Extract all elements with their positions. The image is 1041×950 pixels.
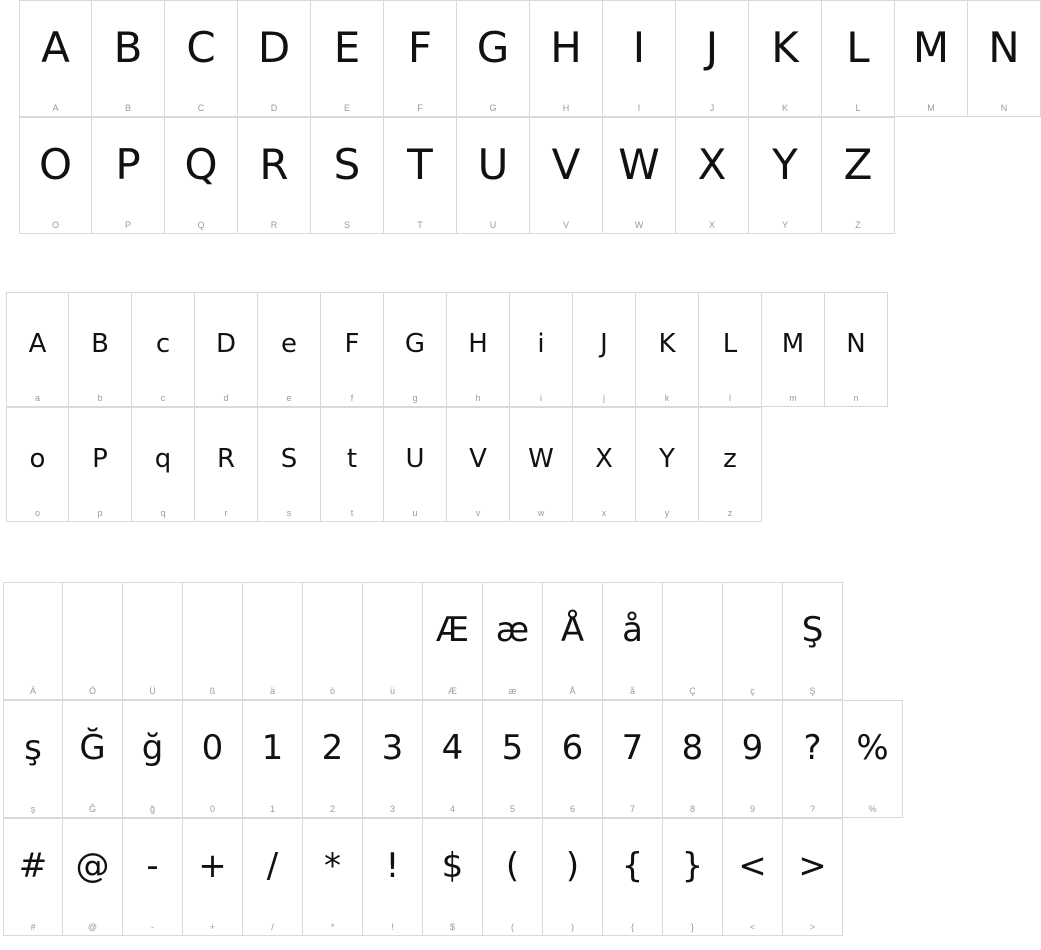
glyph-label: g [412,393,418,403]
glyph-label: ç [750,686,755,696]
glyph-label: # [30,922,36,932]
glyph-label: R [270,220,278,230]
glyph-cell-seven[interactable] [603,700,663,818]
glyph-large [303,583,362,613]
glyph-cell-scedilla[interactable] [3,700,63,818]
glyph-label: ä [269,686,275,696]
glyph-label: ( [511,922,514,932]
glyph-cell-e[interactable] [258,292,321,407]
glyph-cell-G[interactable] [457,0,530,117]
glyph-large: 9 [741,728,764,768]
glyph-label: H [562,103,570,113]
glyph-label: + [209,922,216,932]
glyph-label: Ö [88,686,96,696]
glyph-cell-f[interactable] [321,292,384,407]
glyph-cell-X[interactable] [676,117,749,234]
glyph-large: L [846,23,870,72]
glyph-large: T [407,140,433,189]
glyph-label: B [124,103,131,113]
glyph-cell-r[interactable] [195,407,258,522]
glyph-large [4,583,62,613]
glyph-large: B [113,23,143,72]
glyph-cell-numbersign[interactable] [3,818,63,936]
glyph-cell-gbreve[interactable] [123,700,183,818]
glyph-cell-x[interactable] [573,407,636,522]
glyph-label: E [343,103,350,113]
glyph-label: A [52,103,59,113]
glyph-label: X [708,220,715,230]
glyph-label: v [475,508,481,518]
glyph-label: z [727,508,733,518]
glyph-label: I [637,103,641,113]
glyph-cell-o[interactable] [6,407,69,522]
glyph-label: U [489,220,497,230]
glyph-label: Å [569,686,576,696]
glyph-cell-Adieresis[interactable] [3,582,63,700]
glyph-label: Ä [29,686,36,696]
glyph-large: N [988,23,1020,72]
glyph-label: Ç [689,686,696,696]
glyph-cell-W[interactable] [603,117,676,234]
glyph-large: F [344,329,360,359]
glyph-cell-ae[interactable] [483,582,543,700]
glyph-large: R [216,444,236,474]
glyph-cell-exclam[interactable] [363,818,423,936]
glyph-cell-Scedilla[interactable] [783,582,843,700]
glyph-large: o [29,444,46,474]
glyph-large: Æ [435,610,470,650]
glyph-large: H [550,23,582,72]
glyph-large: U [477,140,509,189]
glyph-cell-j[interactable] [573,292,636,407]
glyph-large: U [405,444,425,474]
glyph-cell-Z[interactable] [822,117,895,234]
glyph-label: æ [508,686,517,696]
glyph-label: w [537,508,545,518]
glyph-label: 9 [749,804,755,814]
glyph-cell-U[interactable] [457,117,530,234]
glyph-cell-n[interactable] [825,292,888,407]
glyph-cell-hyphen[interactable] [123,818,183,936]
glyph-cell-less[interactable] [723,818,783,936]
glyph-cell-asterisk[interactable] [303,818,363,936]
glyph-cell-N[interactable] [968,0,1041,117]
glyph-large: C [186,23,216,72]
glyph-label: ? [809,804,815,814]
glyph-label: k [664,393,670,403]
glyph-label: K [781,103,788,113]
glyph-label: Z [855,220,861,230]
glyph-cell-Y[interactable] [749,117,822,234]
glyph-large: t [346,444,358,474]
glyph-large: 6 [561,728,584,768]
glyph-label: D [270,103,278,113]
glyph-cell-question[interactable] [783,700,843,818]
glyph-cell-Ccedilla[interactable] [663,582,723,700]
glyph-cell-O[interactable] [19,117,92,234]
glyph-row-upper-2 [19,117,1041,234]
glyph-large: ! [385,846,400,886]
glyph-large: 3 [381,728,404,768]
glyph-cell-T[interactable] [384,117,457,234]
glyph-row-extra-2 [3,700,903,818]
glyph-label: C [197,103,205,113]
glyph-large: > [798,846,827,886]
glyph-large: P [115,140,141,189]
glyph-cell-B[interactable] [92,0,165,117]
glyph-large: H [468,329,488,359]
glyph-cell-five[interactable] [483,700,543,818]
glyph-cell-four[interactable] [423,700,483,818]
glyph-large: I [632,23,646,72]
glyph-large: O [38,140,73,189]
glyph-cell-P[interactable] [92,117,165,234]
glyph-cell-b[interactable] [69,292,132,407]
glyph-cell-slash[interactable] [243,818,303,936]
glyph-large: A [28,329,47,359]
glyph-large: X [697,140,727,189]
glyph-cell-H[interactable] [530,0,603,117]
glyph-large: S [333,140,361,189]
glyph-large: K [658,329,676,359]
glyph-label: @ [87,922,98,932]
glyph-large: ( [505,846,520,886]
glyph-large: # [18,846,48,886]
glyph-label: M [927,103,935,113]
glyph-large: M [781,329,805,359]
glyph-label: * [330,922,335,932]
glyph-label: ş [30,804,36,814]
glyph-large: i [537,329,545,359]
glyph-large: Z [843,140,873,189]
glyph-label: 4 [449,804,455,814]
glyph-cell-i[interactable] [510,292,573,407]
glyph-label: 7 [629,804,635,814]
glyph-label: b [97,393,103,403]
glyph-label: Y [781,220,788,230]
glyph-label: ü [389,686,395,696]
glyph-cell-C[interactable] [165,0,238,117]
glyph-label: } [690,922,694,932]
glyph-label: 1 [269,804,275,814]
glyph-label: 2 [329,804,335,814]
glyph-large: ş [24,728,42,768]
glyph-large: / [266,846,279,886]
glyph-label: W [634,220,644,230]
glyph-cell-Q[interactable] [165,117,238,234]
glyph-label: Ş [809,686,816,696]
glyph-label: 8 [689,804,695,814]
glyph-label: p [97,508,103,518]
glyph-cell-AE[interactable] [423,582,483,700]
glyph-large: ğ [141,728,164,768]
glyph-large: F [407,23,433,72]
glyph-block-lowercase [6,292,888,522]
glyph-cell-g[interactable] [384,292,447,407]
glyph-large: D [215,329,237,359]
glyph-large [243,583,302,613]
glyph-cell-one[interactable] [243,700,303,818]
glyph-cell-eight[interactable] [663,700,723,818]
glyph-cell-k[interactable] [636,292,699,407]
glyph-large: 5 [501,728,524,768]
glyph-large: E [333,23,361,72]
glyph-label: V [562,220,569,230]
glyph-large: + [198,846,227,886]
glyph-large: L [722,329,738,359]
glyph-large: V [551,140,581,189]
glyph-cell-braceright[interactable] [663,818,723,936]
glyph-large: ) [565,846,580,886]
glyph-large: W [618,140,660,189]
glyph-cell-aring[interactable] [603,582,663,700]
glyph-cell-R[interactable] [238,117,311,234]
glyph-cell-L[interactable] [822,0,895,117]
glyph-cell-odieresis[interactable] [303,582,363,700]
glyph-label: i [540,393,542,403]
glyph-cell-I[interactable] [603,0,676,117]
glyph-cell-z[interactable] [699,407,762,522]
glyph-label: L [855,103,861,113]
glyph-label: ö [329,686,335,696]
glyph-cell-s[interactable] [258,407,321,522]
glyph-large: Ğ [79,728,106,768]
glyph-cell-udieresis[interactable] [363,582,423,700]
glyph-cell-E[interactable] [311,0,384,117]
glyph-label: x [601,508,607,518]
glyph-large: B [91,329,109,359]
glyph-label: S [343,220,350,230]
glyph-large: 0 [201,728,224,768]
glyph-label: n [853,393,859,403]
glyph-cell-six[interactable] [543,700,603,818]
glyph-row-extra-3 [3,818,903,936]
glyph-cell-y[interactable] [636,407,699,522]
glyph-label: q [160,508,166,518]
glyph-label: å [629,686,635,696]
glyph-large: R [259,140,289,189]
glyph-label: c [160,393,166,403]
glyph-large: S [280,444,298,474]
glyph-cell-w[interactable] [510,407,573,522]
glyph-cell-t[interactable] [321,407,384,522]
glyph-label: > [809,922,816,932]
glyph-large: G [404,329,426,359]
glyph-label: ß [209,686,216,696]
glyph-label: G [489,103,497,113]
glyph-large: z [723,444,737,474]
glyph-large: 7 [621,728,644,768]
glyph-cell-percent[interactable] [843,700,903,818]
glyph-cell-adieresis[interactable] [243,582,303,700]
glyph-large: M [912,23,950,72]
glyph-cell-q[interactable] [132,407,195,522]
glyph-label: J [709,103,715,113]
glyph-large: J [705,23,719,72]
glyph-large: å [622,610,643,650]
glyph-row-upper-1 [19,0,1041,117]
glyph-label: ! [391,922,394,932]
glyph-large: c [155,329,171,359]
glyph-large [183,583,242,613]
glyph-label: ) [571,922,574,932]
glyph-cell-parenright[interactable] [543,818,603,936]
glyph-row-lower-1 [6,292,888,407]
glyph-large: ? [803,728,822,768]
glyph-cell-braceleft[interactable] [603,818,663,936]
glyph-large: Q [184,140,218,189]
glyph-label: 0 [209,804,215,814]
glyph-label: N [1000,103,1008,113]
glyph-large: Ş [801,610,824,650]
glyph-label: 3 [389,804,395,814]
glyph-label: a [34,393,40,403]
glyph-cell-K[interactable] [749,0,822,117]
glyph-cell-h[interactable] [447,292,510,407]
glyph-large [123,583,182,613]
glyph-label: Æ [448,686,457,696]
glyph-label: Ü [149,686,156,696]
glyph-cell-nine[interactable] [723,700,783,818]
glyph-cell-u[interactable] [384,407,447,522]
glyph-large: 2 [321,728,344,768]
glyph-cell-D[interactable] [238,0,311,117]
glyph-cell-a[interactable] [6,292,69,407]
glyph-cell-plus[interactable] [183,818,243,936]
glyph-label: d [223,393,229,403]
glyph-large: 1 [261,728,284,768]
glyph-label: o [34,508,40,518]
glyph-cell-S[interactable] [311,117,384,234]
glyph-cell-J[interactable] [676,0,749,117]
glyph-label: $ [449,922,455,932]
glyph-label: F [417,103,423,113]
glyph-large: æ [495,610,530,650]
glyph-large: @ [75,846,110,886]
glyph-large: P [92,444,108,474]
glyph-cell-dollar[interactable] [423,818,483,936]
glyph-large: D [257,23,291,72]
glyph-label: e [286,393,292,403]
glyph-label: P [124,220,131,230]
glyph-label: Ğ [88,804,96,814]
glyph-label: Q [197,220,205,230]
glyph-large: Y [659,444,675,474]
glyph-label: f [350,393,354,403]
glyph-label: r [224,508,228,518]
glyph-large: - [146,846,159,886]
glyph-label: y [664,508,670,518]
glyph-label: ğ [149,804,155,814]
glyph-label: t [350,508,354,518]
glyph-label: 6 [569,804,575,814]
glyph-cell-two[interactable] [303,700,363,818]
glyph-cell-m[interactable] [762,292,825,407]
glyph-cell-M[interactable] [895,0,968,117]
glyph-cell-at[interactable] [63,818,123,936]
glyph-cell-A[interactable] [19,0,92,117]
glyph-large: W [528,444,554,474]
glyph-label: s [286,508,292,518]
glyph-large: e [281,329,297,359]
glyph-cell-c[interactable] [132,292,195,407]
glyph-label: j [603,393,605,403]
glyph-cell-zero[interactable] [183,700,243,818]
glyph-large [363,583,422,613]
glyph-label: 5 [509,804,515,814]
glyph-cell-three[interactable] [363,700,423,818]
glyph-large: J [600,329,608,359]
glyph-large: A [41,23,70,72]
glyph-block-uppercase [19,0,1041,234]
glyph-large: Å [560,610,585,650]
glyph-cell-Aring[interactable] [543,582,603,700]
glyph-row-lower-2 [6,407,888,522]
glyph-label: - [151,922,154,932]
glyph-label: u [412,508,418,518]
glyph-cell-l[interactable] [699,292,762,407]
glyph-large [663,583,722,613]
glyph-large: 8 [681,728,704,768]
glyph-large [63,583,122,613]
glyph-cell-Udieresis[interactable] [123,582,183,700]
glyph-large: G [476,23,510,72]
glyph-large: K [771,23,799,72]
glyph-label: { [630,922,634,932]
glyph-label: % [868,804,877,814]
glyph-label: / [271,922,274,932]
glyph-cell-germandbls[interactable] [183,582,243,700]
glyph-large: < [738,846,767,886]
glyph-cell-Odieresis[interactable] [63,582,123,700]
glyph-cell-d[interactable] [195,292,258,407]
glyph-cell-Gbreve[interactable] [63,700,123,818]
glyph-large: { [621,846,644,886]
glyph-large: V [469,444,487,474]
glyph-large: N [846,329,866,359]
glyph-label: l [729,393,731,403]
glyph-large: 4 [441,728,464,768]
glyph-cell-F[interactable] [384,0,457,117]
glyph-cell-ccedilla[interactable] [723,582,783,700]
glyph-cell-V[interactable] [530,117,603,234]
glyph-cell-v[interactable] [447,407,510,522]
glyph-large: $ [441,846,464,886]
glyph-label: O [51,220,59,230]
glyph-cell-greater[interactable] [783,818,843,936]
glyph-label: h [475,393,481,403]
glyph-row-extra-1 [3,582,903,700]
glyph-cell-parenleft[interactable] [483,818,543,936]
glyph-label: m [789,393,797,403]
glyph-large: * [324,846,341,886]
glyph-block-extras [3,582,903,936]
glyph-large: q [154,444,172,474]
glyph-large: Y [772,140,798,189]
glyph-large [723,583,782,613]
glyph-large: X [595,444,613,474]
glyph-label: T [417,220,423,230]
glyph-cell-p[interactable] [69,407,132,522]
glyph-large: % [856,728,889,768]
glyph-label: < [749,922,756,932]
glyph-large: } [681,846,704,886]
